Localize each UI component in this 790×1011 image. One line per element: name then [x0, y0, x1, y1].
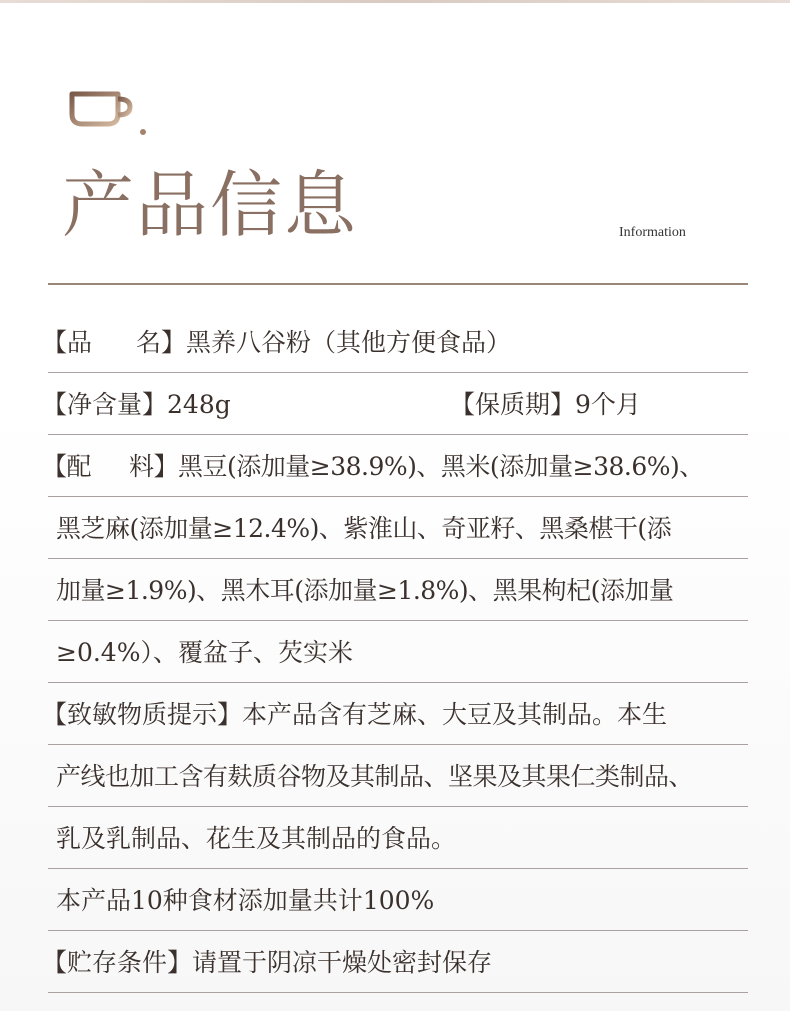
product-name-label-close: 名】 — [136, 328, 187, 357]
shelf-life-label: 【保质期】 — [450, 390, 576, 419]
row-divider — [48, 992, 748, 993]
page-subtitle: Information — [619, 225, 686, 240]
net-content-value: 248g — [167, 390, 231, 419]
page-title: 产品信息 — [62, 163, 359, 247]
ingredients-line-4: ≥0.4%）、覆盆子、芡实米 — [56, 638, 353, 667]
product-name-value: 黑养八谷粉（其他方便食品） — [186, 328, 512, 357]
ingredients-line-1: 黑豆(添加量≥38.9%)、黑米(添加量≥38.6%)、 — [178, 452, 704, 481]
ingredients-line-2: 黑芝麻(添加量≥12.4%)、紫淮山、奇亚籽、黑桑椹干(添 — [56, 514, 672, 543]
storage-row — [42, 938, 492, 988]
allergen-line-2: 产线也加工含有麸质谷物及其制品、坚果及其果仁类制品、 — [56, 762, 694, 791]
net-content-label: 【净含量】 — [42, 390, 168, 419]
ingredients-label-open: 【配 — [42, 452, 92, 481]
total-addition-text: 本产品10种食材添加量共计100% — [56, 886, 435, 915]
allergen-line-3: 乳及乳制品、花生及其制品的食品。 — [56, 824, 457, 853]
storage-label: 【贮存条件】 — [42, 948, 193, 977]
row-divider — [48, 620, 748, 621]
product-name-label-open: 【品 — [42, 328, 93, 357]
ingredients-label-close: 料】 — [129, 452, 179, 481]
product-name-row — [42, 318, 511, 368]
ingredients-line-3: 加量≥1.9%)、黑木耳(添加量≥1.8%)、黑果枸杞(添加量 — [56, 576, 674, 605]
storage-value: 请置于阴凉干燥处密封保存 — [192, 948, 493, 977]
allergen-label: 【致敏物质提示】 — [42, 700, 243, 729]
row-divider — [48, 434, 748, 435]
allergen-row — [42, 690, 667, 740]
row-divider — [48, 868, 748, 869]
net-content-row — [42, 380, 641, 430]
allergen-line-1: 本产品含有芝麻、大豆及其制品。本生 — [242, 700, 668, 729]
coffee-cup-icon — [68, 88, 150, 138]
row-divider — [48, 682, 748, 683]
row-divider — [48, 496, 748, 497]
row-divider — [48, 372, 748, 373]
top-border — [0, 0, 790, 3]
title-divider — [48, 283, 748, 285]
row-divider — [48, 806, 748, 807]
row-divider — [48, 930, 748, 931]
row-divider — [48, 558, 748, 559]
ingredients-row — [42, 442, 704, 492]
shelf-life — [450, 380, 641, 430]
row-divider — [48, 744, 748, 745]
shelf-life-value: 9个月 — [575, 390, 641, 419]
